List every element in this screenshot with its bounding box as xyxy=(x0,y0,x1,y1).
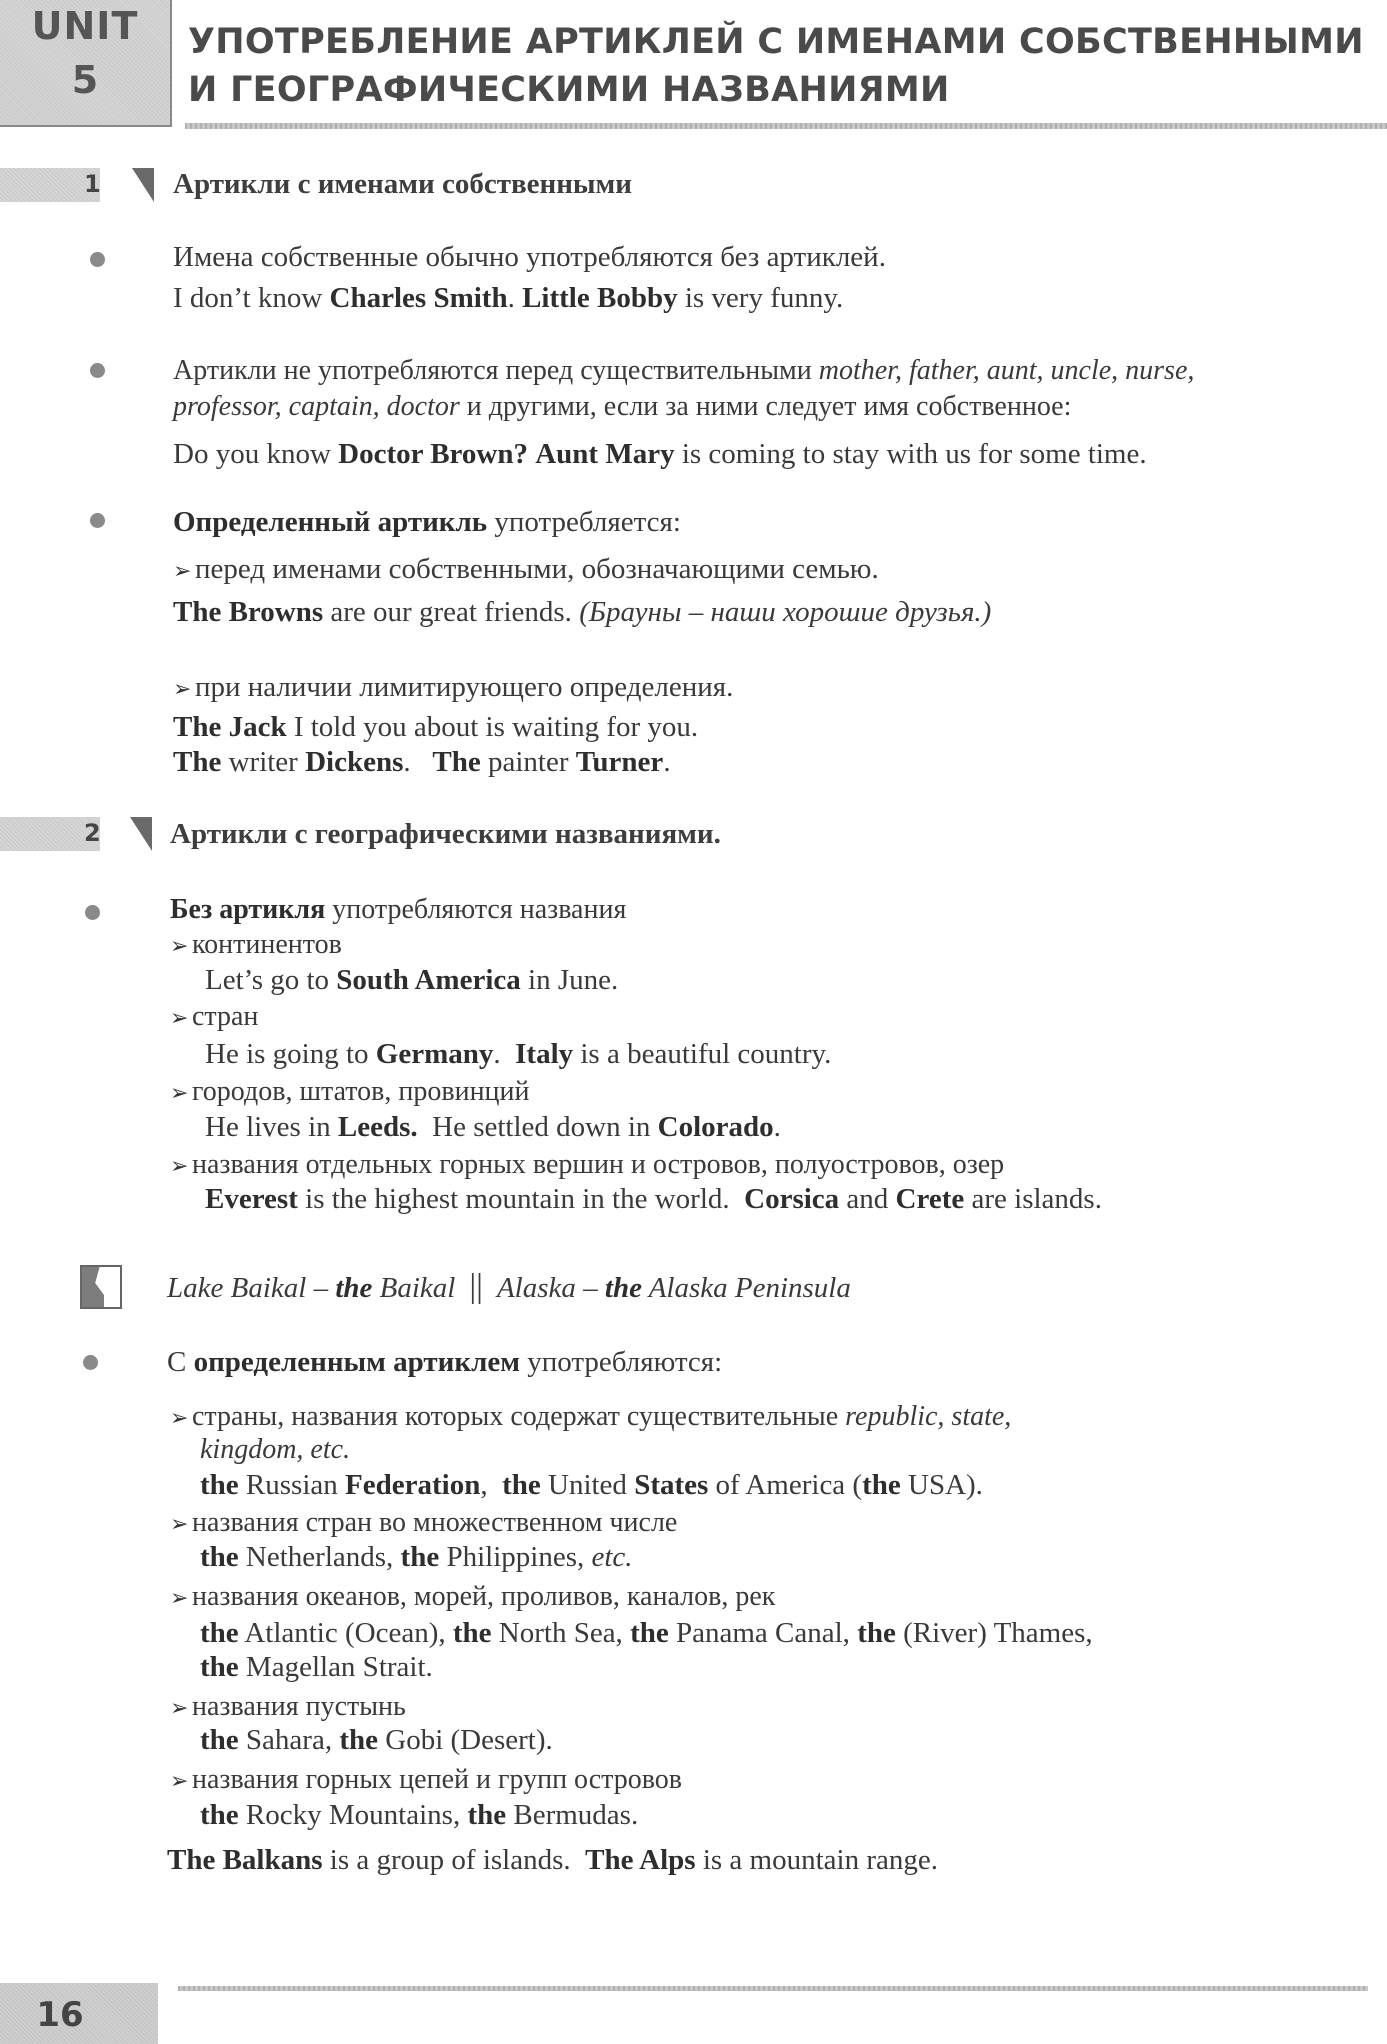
page-number: 16 xyxy=(36,1995,84,2035)
example-text: He lives in Leeds. He settled down in Colorado. xyxy=(205,1111,781,1143)
arrow-icon: ➢ xyxy=(170,1080,189,1105)
unit-label: UNIT xyxy=(31,4,139,48)
sub-rule: ➢ страны, названия которых содержат существительные republic, state, xyxy=(170,1400,1011,1435)
example-text: the Russian Federation, the United States of America (the USA). xyxy=(200,1469,983,1501)
example-text: The writer Dickens. The painter Turner. xyxy=(173,746,671,778)
sub-rule: ➢ названия стран во множественном числе xyxy=(170,1506,677,1541)
example-text: the Sahara, the Gobi (Desert). xyxy=(200,1724,553,1756)
page-title xyxy=(188,18,1364,114)
title-line-1: УПОТРЕБЛЕНИЕ АРТИКЛЕЙ С ИМЕНАМИ СОБСТВЕННЫМИ xyxy=(188,22,1364,62)
sub-rule: ➢ при наличии лимитирующего определения. xyxy=(173,670,733,706)
example-text: Let’s go to South America in June. xyxy=(205,964,619,996)
arrow-icon: ➢ xyxy=(170,1511,189,1536)
section-2-title: Артикли с географическими названиями. xyxy=(170,818,721,850)
arrow-icon: ➢ xyxy=(170,1405,189,1430)
rule-text: Имена собственные обычно употребляются без артиклей. xyxy=(173,241,886,273)
arrow-icon: ➢ xyxy=(170,1153,189,1178)
sub-rule: ➢ стран xyxy=(170,1000,258,1035)
example-text: the Netherlands, the Philippines, etc. xyxy=(200,1541,633,1573)
sub-rule: ➢ названия отдельных горных вершин и островов, полуостровов, озер xyxy=(170,1148,1004,1183)
example-text: the Atlantic (Ocean), the North Sea, the Panama Canal, the (River) Thames, xyxy=(200,1617,1093,1649)
bullet-icon xyxy=(90,252,105,267)
example-text: the Rocky Mountains, the Bermudas. xyxy=(200,1799,639,1831)
example-text: Everest is the highest mountain in the world. Corsica and Crete are islands. xyxy=(205,1183,1102,1215)
example-text: the Magellan Strait. xyxy=(200,1651,433,1683)
footer-rule xyxy=(178,1986,1368,1991)
rule-heading: С определенным артиклем употребляются: xyxy=(167,1346,723,1378)
arrow-icon: ➢ xyxy=(170,933,189,958)
section-flag-icon xyxy=(132,168,154,202)
sub-rule: ➢ названия океанов, морей, проливов, каналов, рек xyxy=(170,1580,775,1615)
arrow-icon: ➢ xyxy=(173,558,192,583)
page-number-tab xyxy=(0,1983,158,2044)
arrow-icon: ➢ xyxy=(170,1768,189,1793)
rule-text: professor, captain, doctor и другими, если за ними следует имя собственное: xyxy=(173,391,1072,422)
arrow-icon: ➢ xyxy=(173,676,192,701)
example-text: Do you know Doctor Brown? Aunt Mary is coming to stay with us for some time. xyxy=(173,438,1147,470)
header-rule xyxy=(185,123,1387,129)
example-text: The Browns are our great friends. (Брауны – наши хорошие друзья.) xyxy=(173,596,992,628)
bullet-icon xyxy=(90,513,105,528)
sub-rule: ➢ названия пустынь xyxy=(170,1690,406,1725)
example-text: He is going to Germany. Italy is a beautiful country. xyxy=(205,1038,832,1070)
note-icon xyxy=(80,1265,122,1309)
sub-rule: ➢ названия горных цепей и групп островов xyxy=(170,1763,682,1798)
bullet-icon xyxy=(83,1355,98,1370)
rule-heading: Определенный артикль употребляется: xyxy=(173,506,681,538)
rule-heading: Без артикля употребляются названия xyxy=(170,894,627,925)
section-1-number: 1 xyxy=(84,170,101,198)
example-text: The Jack I told you about is waiting for you. xyxy=(173,711,699,743)
title-line-2: И ГЕОГРАФИЧЕСКИМИ НАЗВАНИЯМИ xyxy=(188,70,950,110)
sub-rule-cont: kingdom, etc. xyxy=(200,1434,351,1465)
bullet-icon xyxy=(85,905,100,920)
section-flag-icon xyxy=(130,817,152,851)
section-1-title: Артикли с именами собственными xyxy=(173,168,633,200)
double-bar-separator: || xyxy=(469,1268,483,1305)
arrow-icon: ➢ xyxy=(170,1585,189,1610)
unit-number: 5 xyxy=(71,58,99,102)
arrow-icon: ➢ xyxy=(170,1695,189,1720)
sub-rule: ➢ перед именами собственными, обозначающими семью. xyxy=(173,552,879,588)
section-2-number: 2 xyxy=(84,819,101,847)
unit-badge xyxy=(0,0,172,127)
final-example: The Balkans is a group of islands. The Alps is a mountain range. xyxy=(167,1844,938,1876)
example-text: I don’t know Charles Smith. Little Bobby is very funny. xyxy=(173,282,844,314)
arrow-icon: ➢ xyxy=(170,1005,189,1030)
bullet-icon xyxy=(90,363,105,378)
rule-text: Артикли не употребляются перед существительными mother, father, aunt, uncle, nurse, xyxy=(173,355,1195,386)
sub-rule: ➢ континентов xyxy=(170,928,342,963)
note-text: Lake Baikal – the Baikal || Alaska – the Alaska Peninsula xyxy=(167,1268,851,1305)
sub-rule: ➢ городов, штатов, провинций xyxy=(170,1075,530,1110)
